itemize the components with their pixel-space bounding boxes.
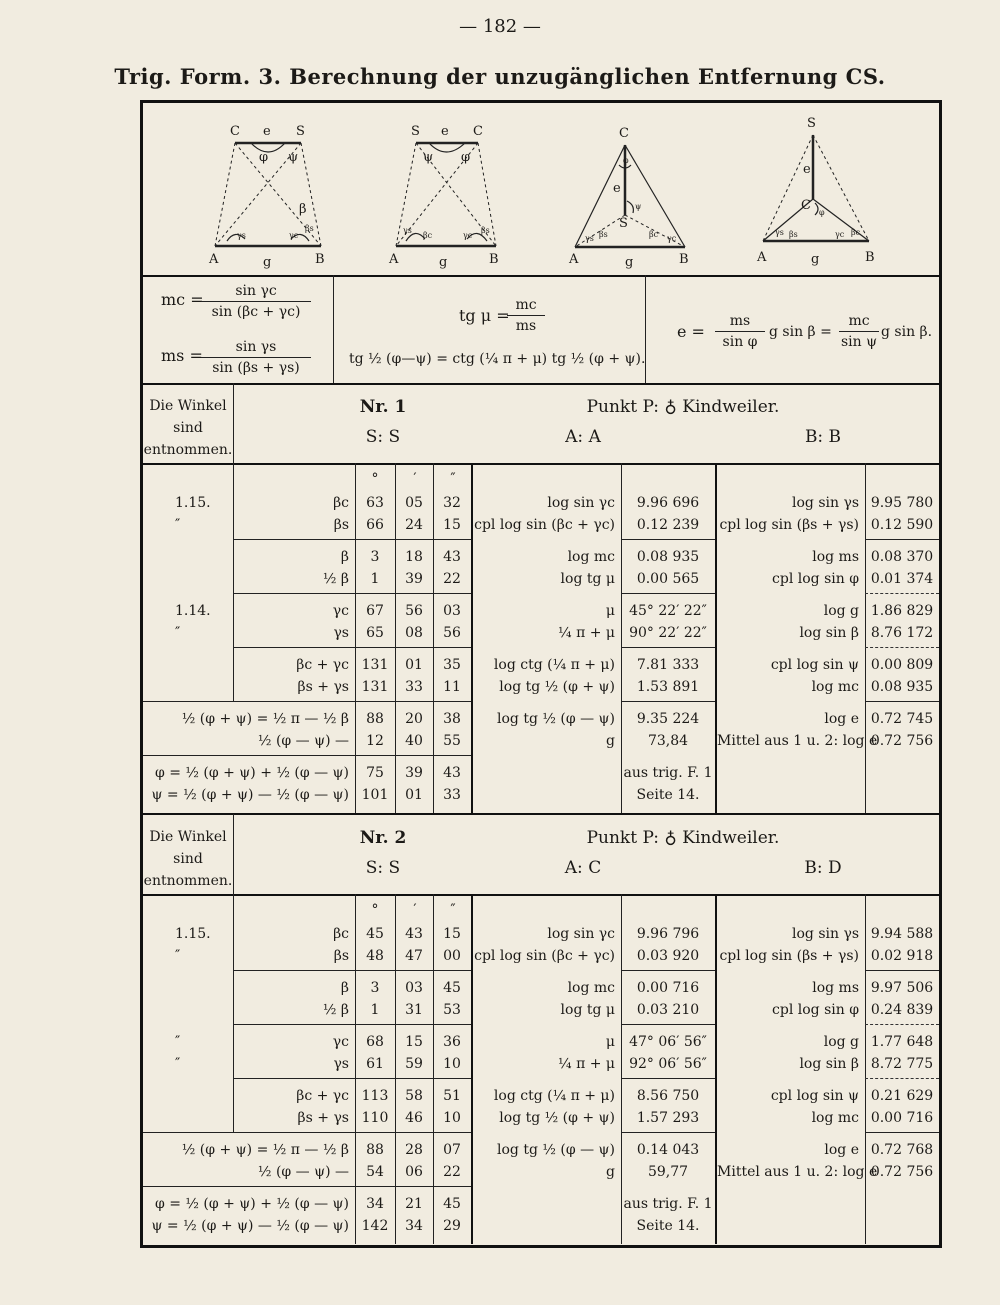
row-b-value: 1.77 648 <box>870 1034 934 1050</box>
fig2-label-S: S <box>411 124 420 139</box>
row-source: 1.15. <box>175 926 211 942</box>
fig3-label-A: A <box>569 252 579 267</box>
row-b-value: 0.12 590 <box>870 517 934 533</box>
row-symbol: βc + γc <box>296 657 349 673</box>
row-b-value: 0.00 716 <box>870 1110 934 1126</box>
row-a-value: 59,77 <box>647 1164 689 1180</box>
row-symbol: γc <box>332 603 349 619</box>
row-a-label: log mc <box>567 980 615 996</box>
section-number: Nr. 2 <box>359 828 407 848</box>
row-a-label: ¼ π + μ <box>558 625 615 641</box>
row-a-value: 73,84 <box>647 733 689 749</box>
fig4-label-B: B <box>865 250 875 265</box>
fig4-label-C: C <box>801 198 811 213</box>
formula-tgmu-fraction: $\frac{mc}{ms}$ <box>507 297 545 334</box>
formula-tgmu-lhs: tg μ = <box>459 306 510 325</box>
row-seconds: 29 <box>443 1218 461 1234</box>
station-ss: S: S <box>365 427 401 447</box>
fig4-label-e: e <box>803 162 811 177</box>
page-heading: Trig. Form. 3. Berechnung der unzugänglichen Entfernung CS. <box>114 64 886 89</box>
row-symbol: β <box>340 549 349 565</box>
row-b-label: log e <box>824 1142 859 1158</box>
row-degrees: 88 <box>366 1142 384 1158</box>
row-a-value: 1.57 293 <box>636 1110 700 1126</box>
fig4-label-S: S <box>807 116 816 131</box>
row-a-label: log ctg (¼ π + μ) <box>493 657 615 673</box>
row-seconds: 22 <box>443 571 461 587</box>
fig3-label-B: B <box>679 252 689 267</box>
row-a-value: 9.96 696 <box>636 495 700 511</box>
fig1-label-e: e <box>263 124 271 139</box>
station-ss: S: S <box>365 858 401 878</box>
row-seconds: 43 <box>443 765 461 781</box>
row-b-label: log ms <box>812 980 859 996</box>
row-degrees: 54 <box>366 1164 384 1180</box>
fig2-label-e: e <box>441 124 449 139</box>
formula-ms-fraction: $\frac{\text{sin γs}}{\sin (\beta s + \gamma s)}$ <box>201 339 311 376</box>
row-seconds: 38 <box>443 711 461 727</box>
row-minutes: 31 <box>405 1002 423 1018</box>
row-b-value: 0.72 756 <box>870 733 934 749</box>
fig4-angle-phi: φ <box>819 208 825 217</box>
fig1-label-S: S <box>296 124 305 139</box>
row-symbol: ½ (φ — ψ) — <box>257 1164 349 1180</box>
formula-half-angle: tg ½ (φ—ψ) = ctg (¼ π + μ) tg ½ (φ + ψ). <box>349 351 646 367</box>
row-b-label: cpl log sin φ <box>772 571 859 587</box>
row-b-value: 8.76 172 <box>870 625 934 641</box>
row-b-label: log sin γs <box>792 926 859 942</box>
row-seconds: 15 <box>443 926 461 942</box>
row-degrees: 65 <box>366 625 384 641</box>
row-a-value: 0.12 239 <box>636 517 700 533</box>
fig1-angle-beta: β <box>299 202 307 217</box>
row-minutes: 28 <box>405 1142 423 1158</box>
row-b-value: 0.72 745 <box>870 711 934 727</box>
row-symbol: βs + γs <box>297 679 349 695</box>
row-minutes: 34 <box>405 1218 423 1234</box>
row-a-value: 9.96 796 <box>636 926 700 942</box>
row-a-label: cpl log sin (βc + γc) <box>474 948 615 964</box>
row-seconds: 55 <box>443 733 461 749</box>
row-seconds: 07 <box>443 1142 461 1158</box>
formula-e-mid: g sin β = <box>769 324 832 340</box>
row-degrees: 12 <box>366 733 384 749</box>
figure-1 <box>203 121 333 271</box>
row-seconds: 33 <box>443 787 461 803</box>
row-source: 1.15. <box>175 495 211 511</box>
angles-source-header: Die Winkel sind entnommen. <box>143 829 233 889</box>
fig2-angle-gs: γs <box>403 226 412 235</box>
fig1-angle-gc: γc <box>289 231 299 240</box>
row-seconds: 03 <box>443 603 461 619</box>
row-a-label: log ctg (¼ π + μ) <box>493 1088 615 1104</box>
fig2-angle-phi: φ <box>461 150 471 165</box>
row-symbol: ψ = ½ (φ + ψ) — ½ (φ — ψ) <box>151 1218 349 1234</box>
row-a-value: 8.56 750 <box>636 1088 700 1104</box>
row-seconds: 35 <box>443 657 461 673</box>
row-a-value: 45° 22′ 22″ <box>629 603 707 619</box>
row-degrees: 113 <box>361 1088 389 1104</box>
row-b-label: cpl log sin (βs + γs) <box>719 517 859 533</box>
fig3-angle-bs: βs <box>599 230 608 239</box>
row-symbol: βc <box>333 926 349 942</box>
row-symbol: ½ β <box>322 1002 349 1018</box>
row-a-value: 0.03 920 <box>636 948 700 964</box>
row-a-value: 7.81 333 <box>636 657 700 673</box>
row-degrees: 34 <box>366 1196 384 1212</box>
row-seconds: 36 <box>443 1034 461 1050</box>
unit-seconds: ″ <box>450 902 456 918</box>
row-degrees: 61 <box>366 1056 384 1072</box>
row-seconds: 10 <box>443 1110 461 1126</box>
row-seconds: 45 <box>443 980 461 996</box>
row-b-label: log sin γs <box>792 495 859 511</box>
fig1-angle-bs: βs <box>305 224 314 233</box>
row-a-value: aus trig. F. 1 <box>623 1196 713 1212</box>
row-a-value: Seite 14. <box>636 1218 700 1234</box>
fig2-angle-bs: βs <box>481 226 490 235</box>
row-seconds: 51 <box>443 1088 461 1104</box>
row-b-label: log sin β <box>799 1056 859 1072</box>
row-a-label: g <box>606 1164 615 1180</box>
station-b: B: D <box>804 858 842 878</box>
fig2-angle-gc: γc <box>463 231 473 240</box>
row-b-value: 0.72 768 <box>870 1142 934 1158</box>
row-a-value: Seite 14. <box>636 787 700 803</box>
formula-mc-lhs: mc = <box>161 290 204 309</box>
row-a-label: log tg ½ (φ — ψ) <box>497 1142 615 1158</box>
row-symbol: βs <box>333 517 349 533</box>
fig2-angle-bc: βc <box>423 231 433 240</box>
row-a-value: 0.03 210 <box>636 1002 700 1018</box>
formula-mc-fraction: $\frac{\text{sin γc}}{\sin (\beta c + \gamma c)}$ <box>201 283 311 320</box>
row-seconds: 43 <box>443 549 461 565</box>
row-seconds: 22 <box>443 1164 461 1180</box>
row-a-value: 47° 06′ 56″ <box>629 1034 707 1050</box>
row-a-value: 0.00 716 <box>636 980 700 996</box>
row-source: ″ <box>175 1034 181 1050</box>
row-a-value: 90° 22′ 22″ <box>629 625 707 641</box>
station-a: A: A <box>565 427 601 447</box>
row-a-value: 1.53 891 <box>636 679 700 695</box>
row-minutes: 40 <box>405 733 423 749</box>
formula-e-lhs: e = <box>677 322 705 341</box>
row-b-label: cpl log sin φ <box>772 1002 859 1018</box>
row-a-label: g <box>606 733 615 749</box>
fig3-label-e: e <box>613 181 621 196</box>
row-degrees: 101 <box>361 787 389 803</box>
fig4-angle-gs: γs <box>775 228 784 237</box>
row-b-label: log g <box>823 1034 859 1050</box>
row-symbol: γc <box>332 1034 349 1050</box>
fig4-angle-gc: γc <box>835 230 845 239</box>
formula-ms-lhs: ms = <box>161 346 203 365</box>
row-b-label: cpl log sin (βs + γs) <box>719 948 859 964</box>
fig2-label-B: B <box>489 252 499 267</box>
fig1-angle-phi: φ <box>259 150 269 165</box>
station-b: B: B <box>804 427 842 447</box>
row-b-label: log ms <box>812 549 859 565</box>
row-degrees: 1 <box>370 571 380 587</box>
row-b-value: 0.08 370 <box>870 549 934 565</box>
fig2-label-A: A <box>389 252 399 267</box>
fig4-label-A: A <box>757 250 767 265</box>
row-b-label: log g <box>823 603 859 619</box>
row-symbol: φ = ½ (φ + ψ) + ½ (φ — ψ) <box>154 1196 349 1212</box>
row-a-label: log mc <box>567 549 615 565</box>
unit-degrees: ° <box>371 902 379 918</box>
row-minutes: 47 <box>405 948 423 964</box>
row-seconds: 56 <box>443 625 461 641</box>
row-a-value: aus trig. F. 1 <box>623 765 713 781</box>
row-seconds: 00 <box>443 948 461 964</box>
figure-4 <box>751 111 881 271</box>
row-symbol: βc + γc <box>296 1088 349 1104</box>
row-a-label: μ <box>605 1034 615 1050</box>
row-minutes: 03 <box>405 980 423 996</box>
row-minutes: 05 <box>405 495 423 511</box>
point-label: Punkt P: ♁ Kindweiler. <box>586 828 780 848</box>
row-a-label: log tg μ <box>560 1002 615 1018</box>
row-seconds: 45 <box>443 1196 461 1212</box>
fig3-angle-gs: γs <box>585 234 594 243</box>
row-minutes: 39 <box>405 765 423 781</box>
row-b-value: 0.72 756 <box>870 1164 934 1180</box>
row-a-label: log tg ½ (φ + ψ) <box>499 679 615 695</box>
fig4-angle-bc: βc <box>851 228 861 237</box>
fig1-label-A: A <box>209 252 219 267</box>
row-source: ″ <box>175 948 181 964</box>
fig4-angle-bs: βs <box>789 230 798 239</box>
row-degrees: 45 <box>366 926 384 942</box>
fig3-label-g: g <box>625 255 634 270</box>
fig4-label-g: g <box>811 252 820 267</box>
row-a-label: μ <box>605 603 615 619</box>
fig1-angle-psi: ψ <box>288 150 299 165</box>
fig2-angle-psi: ψ <box>423 150 434 165</box>
row-degrees: 66 <box>366 517 384 533</box>
section-number: Nr. 1 <box>359 397 407 417</box>
row-degrees: 131 <box>361 679 389 695</box>
row-symbol: γs <box>333 1056 349 1072</box>
row-symbol: β <box>340 980 349 996</box>
row-a-label: log sin γc <box>547 495 615 511</box>
row-symbol: ψ = ½ (φ + ψ) — ½ (φ — ψ) <box>151 787 349 803</box>
angles-source-header: Die Winkel sind entnommen. <box>143 398 233 458</box>
row-source: 1.14. <box>175 603 211 619</box>
row-a-label: ¼ π + μ <box>558 1056 615 1072</box>
row-a-label: log tg ½ (φ — ψ) <box>497 711 615 727</box>
row-degrees: 142 <box>361 1218 389 1234</box>
figure-2 <box>381 121 511 271</box>
row-b-value: 9.97 506 <box>870 980 934 996</box>
formula-e-fraction-2: $\frac{mc}{\text{sin ψ}}$ <box>840 313 878 350</box>
row-minutes: 58 <box>405 1088 423 1104</box>
form-frame <box>140 100 942 1248</box>
row-seconds: 10 <box>443 1056 461 1072</box>
row-minutes: 08 <box>405 625 423 641</box>
row-b-label: Mittel aus 1 u. 2: log e <box>717 733 878 749</box>
row-b-value: 0.01 374 <box>870 571 934 587</box>
row-b-label: log e <box>824 711 859 727</box>
row-minutes: 21 <box>405 1196 423 1212</box>
row-symbol: βs + γs <box>297 1110 349 1126</box>
fig2-label-g: g <box>439 255 448 270</box>
fig3-label-S: S <box>619 216 628 231</box>
row-source: ″ <box>175 1056 181 1072</box>
row-seconds: 32 <box>443 495 461 511</box>
page-number: — 182 — <box>459 16 541 37</box>
row-minutes: 59 <box>405 1056 423 1072</box>
row-b-label: log sin β <box>799 625 859 641</box>
row-b-label: cpl log sin ψ <box>770 1088 859 1104</box>
fig1-label-g: g <box>263 255 272 270</box>
row-degrees: 67 <box>366 603 384 619</box>
unit-degrees: ° <box>371 471 379 487</box>
row-minutes: 56 <box>405 603 423 619</box>
row-degrees: 131 <box>361 657 389 673</box>
row-symbol: ½ (φ + ψ) = ½ π — ½ β <box>181 1142 349 1158</box>
row-a-label: log tg μ <box>560 571 615 587</box>
row-degrees: 1 <box>370 1002 380 1018</box>
row-b-label: log mc <box>811 1110 859 1126</box>
row-degrees: 68 <box>366 1034 384 1050</box>
row-b-label: Mittel aus 1 u. 2: log e <box>717 1164 878 1180</box>
row-b-label: cpl log sin ψ <box>770 657 859 673</box>
fig1-angle-gs: γs <box>237 231 246 240</box>
row-b-value: 1.86 829 <box>870 603 934 619</box>
fig3-angle-bc: βc <box>649 230 659 239</box>
row-a-value: 9.35 224 <box>636 711 700 727</box>
fig3-angle-gc: γc <box>667 234 677 243</box>
row-a-value: 0.00 565 <box>636 571 700 587</box>
row-symbol: βs <box>333 948 349 964</box>
row-a-label: cpl log sin (βc + γc) <box>474 517 615 533</box>
row-degrees: 3 <box>370 549 380 565</box>
row-minutes: 18 <box>405 549 423 565</box>
row-b-value: 0.24 839 <box>870 1002 934 1018</box>
formula-e-fraction-1: $\frac{ms}{\text{sin φ}}$ <box>715 313 765 350</box>
row-b-value: 0.00 809 <box>870 657 934 673</box>
row-degrees: 63 <box>366 495 384 511</box>
row-symbol: βc <box>333 495 349 511</box>
row-a-label: log tg ½ (φ + ψ) <box>499 1110 615 1126</box>
row-seconds: 11 <box>443 679 461 695</box>
row-b-value: 9.95 780 <box>870 495 934 511</box>
row-minutes: 39 <box>405 571 423 587</box>
row-source: ″ <box>175 517 181 533</box>
figure-3 <box>563 117 693 272</box>
fig3-angle-phi: φ <box>623 156 629 165</box>
fig1-label-B: B <box>315 252 325 267</box>
fig3-label-C: C <box>619 126 629 141</box>
row-symbol: ½ β <box>322 571 349 587</box>
row-minutes: 43 <box>405 926 423 942</box>
unit-minutes: ′ <box>413 902 417 918</box>
row-degrees: 75 <box>366 765 384 781</box>
row-minutes: 01 <box>405 657 423 673</box>
row-minutes: 46 <box>405 1110 423 1126</box>
fig2-label-C: C <box>473 124 483 139</box>
row-symbol: ½ (φ — ψ) — <box>257 733 349 749</box>
row-degrees: 88 <box>366 711 384 727</box>
row-b-value: 0.08 935 <box>870 679 934 695</box>
row-symbol: ½ (φ + ψ) = ½ π — ½ β <box>181 711 349 727</box>
row-minutes: 01 <box>405 787 423 803</box>
row-b-value: 0.02 918 <box>870 948 934 964</box>
row-source: ″ <box>175 625 181 641</box>
row-degrees: 110 <box>361 1110 389 1126</box>
row-minutes: 33 <box>405 679 423 695</box>
row-symbol: γs <box>333 625 349 641</box>
row-symbol: φ = ½ (φ + ψ) + ½ (φ — ψ) <box>154 765 349 781</box>
row-seconds: 15 <box>443 517 461 533</box>
row-degrees: 48 <box>366 948 384 964</box>
row-b-value: 9.94 588 <box>870 926 934 942</box>
row-a-value: 0.08 935 <box>636 549 700 565</box>
row-minutes: 24 <box>405 517 423 533</box>
row-b-value: 0.21 629 <box>870 1088 934 1104</box>
fig3-angle-psi: ψ <box>635 202 642 211</box>
row-degrees: 3 <box>370 980 380 996</box>
fig1-label-C: C <box>230 124 240 139</box>
row-minutes: 20 <box>405 711 423 727</box>
point-label: Punkt P: ♁ Kindweiler. <box>586 397 780 417</box>
row-minutes: 06 <box>405 1164 423 1180</box>
row-a-value: 92° 06′ 56″ <box>629 1056 707 1072</box>
row-minutes: 15 <box>405 1034 423 1050</box>
unit-minutes: ′ <box>413 471 417 487</box>
row-a-value: 0.14 043 <box>636 1142 700 1158</box>
row-b-label: log mc <box>811 679 859 695</box>
station-a: A: C <box>564 858 602 878</box>
row-a-label: log sin γc <box>547 926 615 942</box>
row-b-value: 8.72 775 <box>870 1056 934 1072</box>
formula-e-end: g sin β. <box>881 324 933 340</box>
row-seconds: 53 <box>443 1002 461 1018</box>
unit-seconds: ″ <box>450 471 456 487</box>
